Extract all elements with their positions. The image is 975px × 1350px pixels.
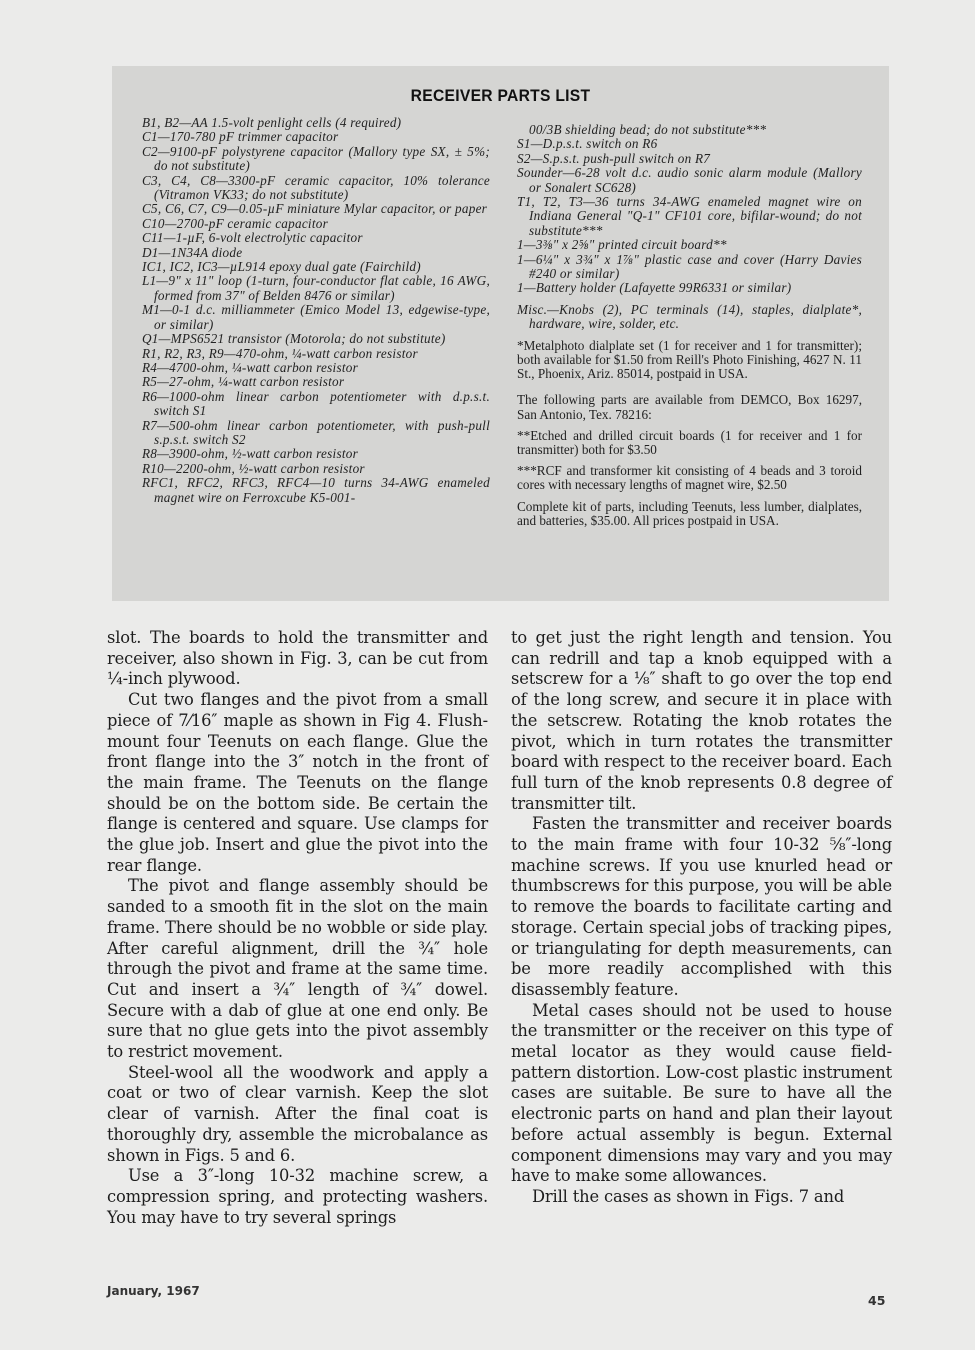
- part-item: S2—S.p.s.t. push-pull switch on R7: [517, 150, 711, 166]
- article-paragraph: Metal cases should not be used to house the transmitter or the receiver on this type of metal locator as they would cause field-pattern distortion. Low-cost plastic instrument cases are suitable. Be sure to have all the electronic parts on hand and plan their layout before actual assembly is begun. External component dimensions may vary and you may have to make some allowances.: [511, 1000, 892, 1186]
- article-paragraph: Steel-wool all the woodwork and apply a coat or two of clear varnish. Keep the slot clear of varnish. After the final coat is thoroughly dry, assemble the microbalance as shown in Figs. 5 and 6.: [107, 1062, 488, 1165]
- part-item: R5—27-ohm, ¼-watt carbon resistor: [142, 374, 345, 390]
- article-paragraph: The pivot and flange assembly should be sanded to a smooth fit in the slot on the main frame. There should be no wobble or side play. After careful alignment, drill the ¾″ hole through the pivot and frame at the same time. Cut and insert a ¾″ length of ¾″ dowel. Secure with a dab of glue at one end only. Be sure that no glue gets into the pivot assembly to restrict movement.: [107, 876, 488, 1062]
- parts-list-box: [112, 66, 889, 601]
- part-item: R8—3900-ohm, ½-watt carbon resistor: [142, 446, 358, 462]
- article-paragraph: Drill the cases as shown in Figs. 7 and: [532, 1186, 845, 1206]
- part-item: 1—3⅜" x 2⅝" printed circuit board**: [517, 237, 727, 253]
- footnote-rfc-kit: ***RCF and transformer kit consisting of 4 beads and 3 toroid cores with necessary lengths of magnet wire, $2.50: [517, 463, 862, 493]
- footnote-circuit-boards: **Etched and drilled circuit boards (1 for receiver and 1 for transmitter) both for $3.50: [517, 427, 862, 457]
- issue-date: January, 1967: [107, 1284, 200, 1298]
- part-item: S1—D.p.s.t. switch on R6: [517, 136, 658, 152]
- part-item: C2—9100-pF polystyrene capacitor (Mallory type SX, ± 5%; do not substitute): [142, 143, 490, 174]
- complete-kit-note: Complete kit of parts, including Teenuts, less lumber, dialplates, and batteries, $35.00. All prices postpaid in USA.: [517, 498, 862, 528]
- article-paragraph: Fasten the transmitter and receiver boards to the main frame with four 10-32 ⅝″-long machine screws. If you use knurled head or thumbscrews for this purpose, you will be able to remove the boards to facilitate carting and storage. Certain special jobs of tracking pipes, or triangulating for depth measurements, can be more readily accomplished with this disassembly feature.: [511, 814, 892, 999]
- part-item: C5, C6, C7, C9—0.05-µF miniature Mylar capacitor, or paper: [142, 201, 488, 217]
- part-item: T1, T2, T3—36 turns 34-AWG enameled magnet wire on Indiana General "Q-1" CF101 core, bifilar-wound; do not substitute***: [517, 194, 862, 238]
- parts-list-title: RECEIVER PARTS LIST: [410, 86, 591, 105]
- part-item: 1—6¼" x 3¾" x 1⅞" plastic case and cover (Harry Davies #240 or similar): [517, 251, 862, 282]
- part-item: B1, B2—AA 1.5-volt penlight cells (4 required): [142, 115, 402, 130]
- part-item: R10—2200-ohm, ½-watt carbon resistor: [142, 460, 365, 476]
- part-item: C1—170-780 pF trimmer capacitor: [142, 129, 339, 145]
- article-paragraph: to get just the right length and tension. You can redrill and tap a knob equipped with a setscrew for a ⅛″ shaft to go over the top end of the long screw, and secure it in place with the setscrew. Rotating the knob rotates the pivot, which in turn rotates the transmitter board with respect to the receiver board. Each full turn of the knob represents 0.8 degree of transmitter tilt.: [511, 628, 892, 813]
- supplier-note: The following parts are available from DEMCO, Box 16297, San Antonio, Tex. 78216:: [517, 392, 862, 422]
- article-right-column: [511, 628, 892, 1208]
- article-left-column: [107, 628, 488, 1228]
- part-item: C11—1-µF, 6-volt electrolytic capacitor: [142, 230, 363, 246]
- article-paragraph: Use a 3″-long 10-32 machine screw, a compression spring, and protecting washers. You may have to try several springs: [107, 1166, 488, 1227]
- part-item: C10—2700-pF ceramic capacitor: [142, 215, 328, 231]
- part-item: C3, C4, C8—3300-pF ceramic capacitor, 10% tolerance (Vitramon VK33; do not substitute): [142, 172, 490, 203]
- part-item: 1—Battery holder (Lafayette 99R6331 or similar): [517, 280, 792, 296]
- footnote-dialplate: *Metalphoto dialplate set (1 for receiver and 1 for transmitter); both available for $1.50 from Reill's Photo Finishing, 4627 N. 11 St., Phoenix, Ariz. 85014, postpaid in USA.: [517, 337, 862, 382]
- part-item: L1—9" x 11" loop (1-turn, four-conductor flat cable, 16 AWG, formed from 37" of Belden 8476 or similar): [142, 273, 490, 303]
- part-item: IC1, IC2, IC3—µL914 epoxy dual gate (Fairchild): [142, 259, 421, 275]
- article-paragraph: Cut two flanges and the pivot from a small piece of 7⁄16″ maple as shown in Fig 4. Flush-mount four Teenuts on each flange. Glue the front flange into the 3″ notch in the front of the main frame. The Teenuts on the flange should be on the bottom side. Be certain the flange is centered and square. Use clamps for the glue job. Insert and glue the pivot into the rear flange.: [107, 690, 488, 875]
- parts-list-right-column: [517, 123, 862, 535]
- parts-list-left-column: [142, 116, 490, 505]
- part-item: R7—500-ohm linear carbon potentiometer, with push-pull s.p.s.t. switch S2: [142, 417, 490, 447]
- page-number: 45: [868, 1293, 886, 1308]
- article-paragraph: slot. The boards to hold the transmitter and receiver, also shown in Fig. 3, can be cut from ¼-inch plywood.: [107, 628, 488, 689]
- part-item: M1—0-1 d.c. milliammeter (Emico Model 13, edgewise-type, or similar): [142, 302, 490, 332]
- part-item: D1—1N34A diode: [142, 244, 243, 260]
- part-item: RFC1, RFC2, RFC3, RFC4—10 turns 34-AWG enameled magnet wire on Ferroxcube K5-001-: [142, 475, 490, 505]
- part-item-continuation: 00/3B shielding bead; do not substitute***: [529, 122, 767, 137]
- part-item: R4—4700-ohm, ¼-watt carbon resistor: [142, 359, 358, 375]
- part-item: R6—1000-ohm linear carbon potentiometer with d.p.s.t. switch S1: [142, 388, 490, 419]
- part-item: R1, R2, R3, R9—470-ohm, ¼-watt carbon resistor: [142, 345, 418, 361]
- part-item: Sounder—6-28 volt d.c. audio sonic alarm module (Mallory or Sonalert SC628): [517, 165, 862, 195]
- part-item: Q1—MPS6521 transistor (Motorola; do not substitute): [142, 331, 446, 347]
- part-item: Misc.—Knobs (2), PC terminals (14), staples, dialplate*, hardware, wire, solder, etc.: [517, 301, 862, 332]
